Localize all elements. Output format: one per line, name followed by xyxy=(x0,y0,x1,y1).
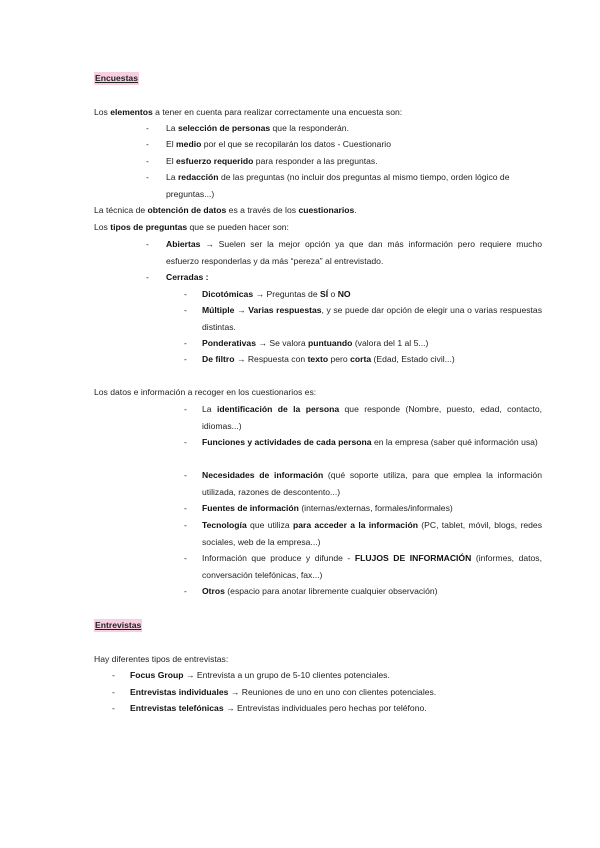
datos-item: - Información que produce y difunde - FLUJOS DE INFORMACIÓN (informes, datos, conversación telefónicas, fax...) xyxy=(184,553,542,580)
encuestas-intro: Los elementos a tener en cuenta para realizar correctamente una encuesta son: xyxy=(94,107,403,117)
abiertas-item: - Abiertas → Suelen ser la mejor opción ya que dan más información pero requiere mucho esfuerzo responderlas y da más “pereza” al entrevistado. xyxy=(146,239,542,266)
cerradas-subitem: - De filtro → Respuesta con texto pero corta (Edad, Estado civil...) xyxy=(184,354,455,364)
element-item: - La selección de personas que la responderán. xyxy=(146,123,349,133)
entrevistas-intro: Hay diferentes tipos de entrevistas: xyxy=(94,654,229,664)
element-item: - El medio por el que se recopilarán los datos - Cuestionario xyxy=(146,139,391,149)
section-heading-encuestas: Encuestas xyxy=(95,73,138,83)
cerradas-subitem: - Dicotómicas → Preguntas de SÍ o NO xyxy=(184,289,351,299)
tipos-paragraph: Los tipos de preguntas que se pueden hacer son: xyxy=(94,222,289,232)
datos-item: - Necesidades de información (qué soporte utiliza, para que emplea la información utilizada, razones de descontento...) xyxy=(184,470,542,497)
element-item: - El esfuerzo requerido para responder a las preguntas. xyxy=(146,156,378,166)
datos-item: - Fuentes de información (internas/externas, formales/informales) xyxy=(184,503,453,513)
datos-item: - Otros (espacio para anotar libremente cualquier observación) xyxy=(184,586,438,596)
entrevista-item: - Entrevistas telefónicas → Entrevistas individuales pero hechas por teléfono. xyxy=(112,703,427,713)
section-heading-entrevistas: Entrevistas xyxy=(95,620,142,630)
cerradas-subitem: - Ponderativas → Se valora puntuando (valora del 1 al 5...) xyxy=(184,338,429,348)
cerradas-subitem: - Múltiple → Varias respuestas, y se puede dar opción de elegir una o varias respuestas distintas. xyxy=(184,305,542,332)
datos-intro: Los datos e información a recoger en los cuestionarios es: xyxy=(94,387,317,397)
datos-item: - La identificación de la persona que responde (Nombre, puesto, edad, contacto, idiomas...) xyxy=(184,404,542,431)
datos-item: - Funciones y actividades de cada persona en la empresa (saber qué información usa) xyxy=(184,437,538,447)
tecnica-paragraph: La técnica de obtención de datos es a través de los cuestionarios. xyxy=(94,205,357,215)
entrevista-item: - Entrevistas individuales → Reuniones de uno en uno con clientes potenciales. xyxy=(112,687,437,697)
datos-item: - Tecnología que utiliza para acceder a la información (PC, tablet, móvil, blogs, redes sociales, web de la empresa...) xyxy=(184,520,542,547)
cerradas-item: - Cerradas : xyxy=(146,272,209,282)
element-item: - La redacción de las preguntas (no incluir dos preguntas al mismo tiempo, orden lógico de preguntas...) xyxy=(146,172,510,199)
entrevista-item: - Focus Group → Entrevista a un grupo de 5-10 clientes potenciales. xyxy=(112,670,390,680)
